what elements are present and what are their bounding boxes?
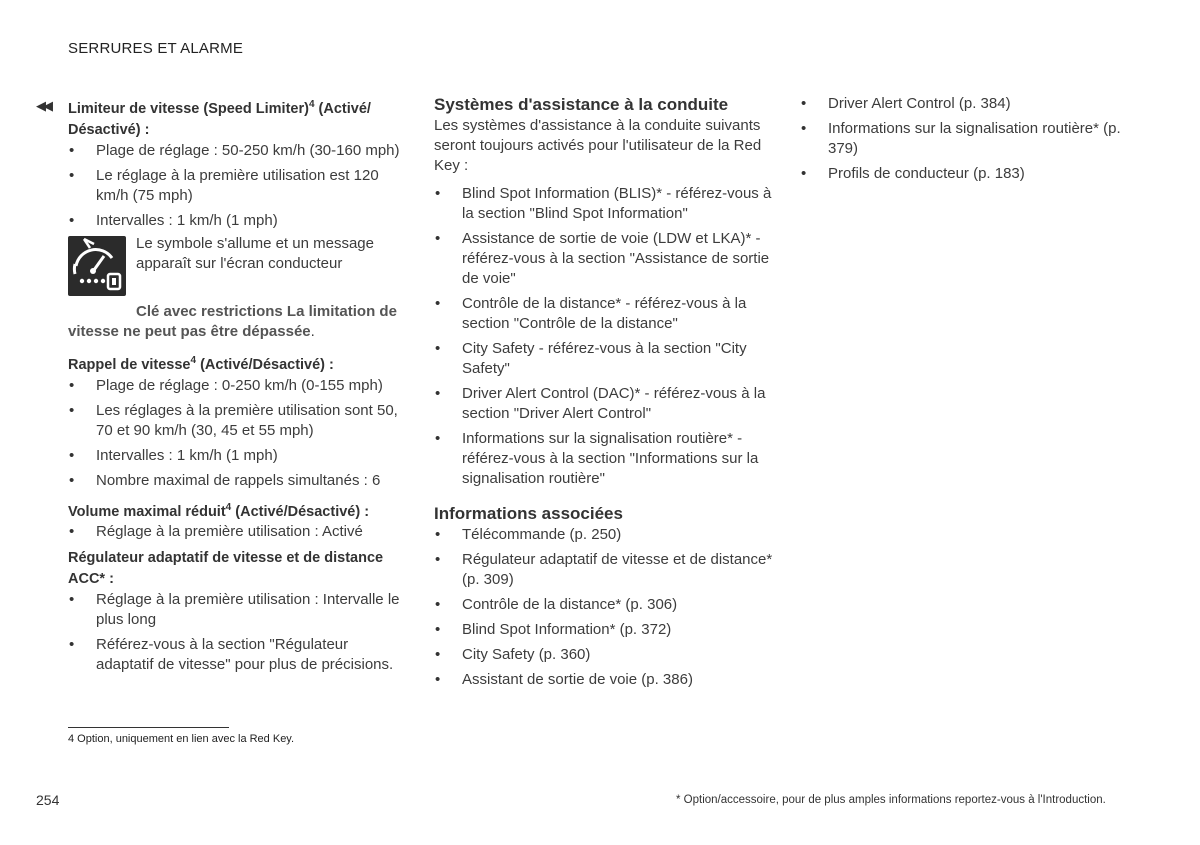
- related-link[interactable]: • Informations sur la signalisation routière* (p. 379): [800, 119, 1140, 159]
- speed-limiter-list: [68, 141, 408, 231]
- restriction-note: Clé avec restrictions La limitation de vitesse ne peut pas être dépassée.: [68, 302, 397, 340]
- list-item: • Informations sur la signalisation routière* - référez-vous à la section "Informations sur la signalisation routière": [434, 429, 774, 489]
- footnote-divider: [68, 727, 229, 728]
- assist-systems-intro: Les systèmes d'assistance à la conduite suivants seront toujours activés pour l'utilisateur de la Red Key :: [434, 117, 762, 174]
- list-item: • Nombre maximal de rappels simultanés : 6: [68, 471, 408, 491]
- max-volume-heading: Volume maximal réduit$^4$ (Activé/Désactivé) :: [68, 501, 370, 520]
- list-item: • Réglage à la première utilisation : Activé: [68, 522, 408, 542]
- list-item: • Assistance de sortie de voie (LDW et LKA)* - référez-vous à la section "Assistance de sortie de voie": [434, 229, 774, 289]
- symbol-block: [68, 234, 408, 296]
- acc-list: [68, 590, 408, 675]
- related-link[interactable]: • Assistant de sortie de voie (p. 386): [434, 670, 774, 690]
- assist-systems-list: [434, 184, 774, 489]
- related-link[interactable]: • Télécommande (p. 250): [434, 525, 774, 545]
- related-link[interactable]: • Contrôle de la distance* (p. 306): [434, 595, 774, 615]
- column-middle: [434, 94, 774, 695]
- related-info-list: [434, 525, 774, 690]
- speed-reminder-list: [68, 376, 408, 491]
- acc-heading: Régulateur adaptatif de vitesse et de distance ACC* :: [68, 550, 384, 588]
- column-right: [800, 94, 1140, 189]
- speed-reminder-heading: Rappel de vitesse$^4$ (Activé/Désactivé) :: [68, 354, 334, 373]
- related-link[interactable]: • Régulateur adaptatif de vitesse et de distance* (p. 309): [434, 550, 774, 590]
- list-item: • Réglage à la première utilisation : Intervalle le plus long: [68, 590, 408, 630]
- option-note: * Option/accessoire, pour de plus amples informations reportez-vous à l'Introduction.: [676, 794, 1106, 806]
- related-info-list-continued: [800, 94, 1140, 184]
- related-link[interactable]: • Blind Spot Information* (p. 372): [434, 620, 774, 640]
- max-volume-list: [68, 522, 408, 542]
- page-number: 254: [36, 792, 60, 808]
- list-item: • Le réglage à la première utilisation est 120 km/h (75 mph): [68, 166, 408, 206]
- related-info-heading: Informations associées: [434, 504, 623, 523]
- list-item: • Contrôle de la distance* - référez-vous à la section "Contrôle de la distance": [434, 294, 774, 334]
- list-item: • Plage de réglage : 50-250 km/h (30-160 mph): [68, 141, 408, 161]
- list-item: • Plage de réglage : 0-250 km/h (0-155 mph): [68, 376, 408, 396]
- symbol-description: Le symbole s'allume et un message apparaît sur l'écran conducteur: [136, 234, 374, 272]
- related-link[interactable]: • City Safety (p. 360): [434, 645, 774, 665]
- list-item: • City Safety - référez-vous à la section "City Safety": [434, 339, 774, 379]
- page-header-title: SERRURES ET ALARME: [68, 40, 244, 57]
- assist-systems-heading: Systèmes d'assistance à la conduite: [434, 95, 729, 114]
- speed-limiter-heading: Limiteur de vitesse (Speed Limiter)$^4$ (Activé/ Désactivé) :: [68, 99, 371, 138]
- speed-limiter-key-icon: [68, 236, 126, 296]
- list-item: • Référez-vous à la section "Régulateur adaptatif de vitesse" pour plus de précisions.: [68, 635, 408, 675]
- footnote: 4 Option, uniquement en lien avec la Red Key.: [68, 733, 295, 745]
- list-item: • Driver Alert Control (DAC)* - référez-vous à la section "Driver Alert Control": [434, 384, 774, 424]
- list-item: • Intervalles : 1 km/h (1 mph): [68, 446, 408, 466]
- list-item: • Les réglages à la première utilisation sont 50, 70 et 90 km/h (30, 45 et 55 mph): [68, 401, 408, 441]
- related-link[interactable]: • Driver Alert Control (p. 384): [800, 94, 1140, 114]
- previous-page-icon[interactable]: ◀◀: [36, 98, 50, 113]
- list-item: • Blind Spot Information (BLIS)* - référez-vous à la section "Blind Spot Information": [434, 184, 774, 224]
- related-link[interactable]: • Profils de conducteur (p. 183): [800, 164, 1140, 184]
- list-item: • Intervalles : 1 km/h (1 mph): [68, 211, 408, 231]
- column-left: [68, 94, 408, 680]
